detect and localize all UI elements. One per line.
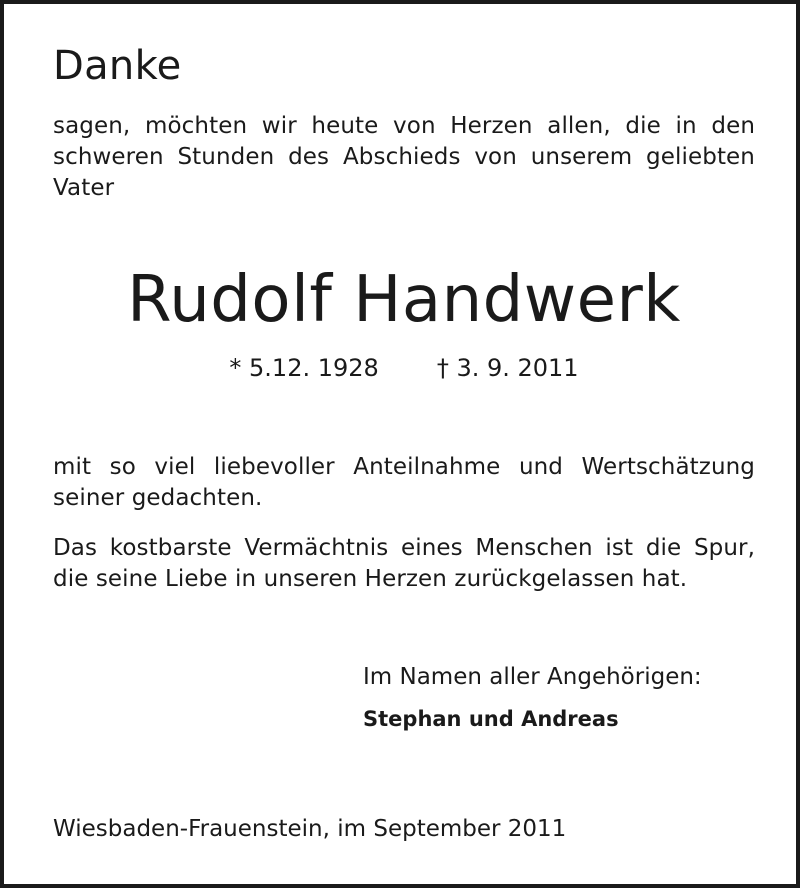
signature-label: Im Namen aller Angehörigen: — [363, 664, 702, 690]
signature-names: Stephan und Andreas — [363, 707, 619, 731]
death-date: † 3. 9. 2011 — [436, 354, 579, 382]
legacy-paragraph: Das kostbarste Vermächtnis eines Menschen ist die Spur, die seine Liebe in unseren Herzen zurückgelassen hat. — [53, 535, 755, 592]
place-and-date: Wiesbaden-Frauenstein, im September 2011 — [53, 816, 567, 842]
deceased-name: Rudolf Handwerk — [127, 263, 681, 337]
intro-paragraph: sagen, möchten wir heute von Herzen allen, die in den schweren Stunden des Abschieds von unserem geliebten Vater — [53, 113, 755, 201]
notice-title: Danke — [53, 43, 182, 89]
birth-date: * 5.12. 1928 — [229, 354, 379, 382]
life-dates — [4, 351, 800, 385]
sympathy-paragraph: mit so viel liebevoller Anteilnahme und Wertschätzung seiner gedachten. — [53, 454, 755, 511]
